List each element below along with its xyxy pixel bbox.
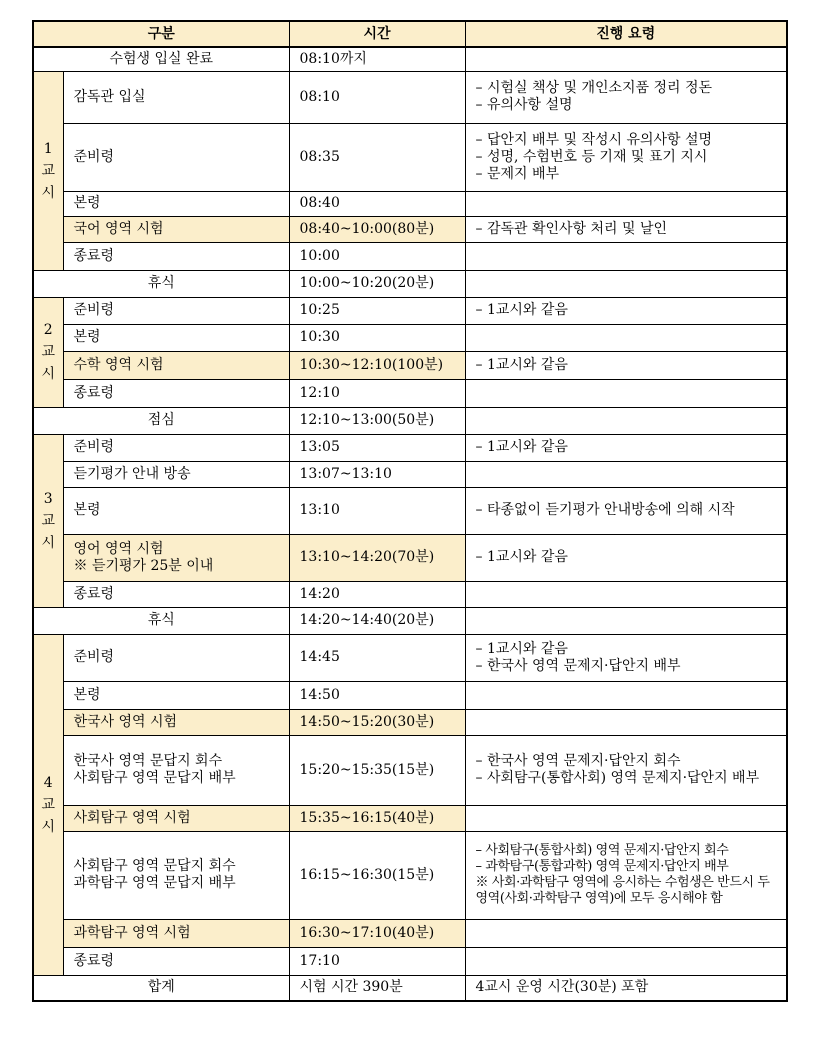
header-row <box>33 21 787 47</box>
row-note: – 1교시와 같음 – 한국사 영역 문제지·답안지 배부 <box>465 634 787 681</box>
row-time: 13:10 <box>289 487 465 534</box>
row-label: 사회탐구 영역 문답지 회수 과학탐구 영역 문답지 배부 <box>63 831 289 919</box>
row-time: 08:35 <box>289 123 465 191</box>
table-row <box>33 919 787 947</box>
row-label: 국어 영역 시험 <box>63 216 289 242</box>
row-note: – 한국사 영역 문제지·답안지 회수 – 사회탐구(통합사회) 영역 문제지·답안지 배부 <box>465 735 787 805</box>
row-note: – 1교시와 같음 <box>465 297 787 324</box>
table-row <box>33 270 787 297</box>
table-row <box>33 191 787 216</box>
table-row <box>33 947 787 975</box>
row-time: 08:40~10:00(80분) <box>289 216 465 242</box>
table-row <box>33 487 787 534</box>
table-row <box>33 216 787 242</box>
row-label: 본령 <box>63 681 289 709</box>
row-note <box>465 270 787 297</box>
row-time: 13:07~13:10 <box>289 461 465 487</box>
period-2-label: 2 교 시 <box>33 297 63 407</box>
row-time: 12:10 <box>289 379 465 407</box>
row-note <box>465 607 787 634</box>
row-label: 과학탐구 영역 시험 <box>63 919 289 947</box>
row-note <box>465 919 787 947</box>
row-time: 14:50~15:20(30분) <box>289 709 465 735</box>
row-label: 점심 <box>33 407 289 434</box>
row-note: – 타종없이 듣기평가 안내방송에 의해 시작 <box>465 487 787 534</box>
row-note <box>465 461 787 487</box>
row-time: 13:05 <box>289 434 465 461</box>
row-note <box>465 681 787 709</box>
row-label: 준비령 <box>63 123 289 191</box>
row-label: 준비령 <box>63 434 289 461</box>
row-time: 10:00 <box>289 242 465 270</box>
row-label: 수험생 입실 완료 <box>33 47 289 71</box>
row-label: 한국사 영역 문답지 회수 사회탐구 영역 문답지 배부 <box>63 735 289 805</box>
row-label: 본령 <box>63 191 289 216</box>
table-row <box>33 735 787 805</box>
row-note <box>465 407 787 434</box>
table-row <box>33 379 787 407</box>
row-label: 영어 영역 시험 ※ 듣기평가 25분 이내 <box>63 534 289 581</box>
period-4-label: 4 교 시 <box>33 634 63 975</box>
row-time: 10:25 <box>289 297 465 324</box>
row-label: 듣기평가 안내 방송 <box>63 461 289 487</box>
row-label: 휴식 <box>33 607 289 634</box>
row-time: 10:30~12:10(100분) <box>289 351 465 379</box>
row-time: 16:30~17:10(40분) <box>289 919 465 947</box>
table-row <box>33 607 787 634</box>
period-1-label: 1 교 시 <box>33 71 63 270</box>
row-note <box>465 324 787 351</box>
table-row-total <box>33 975 787 1001</box>
row-label: 종료령 <box>63 947 289 975</box>
row-note: – 1교시와 같음 <box>465 434 787 461</box>
table-row <box>33 71 787 123</box>
row-time: 08:40 <box>289 191 465 216</box>
header-time: 시간 <box>289 21 465 47</box>
row-time: 16:15~16:30(15분) <box>289 831 465 919</box>
row-time: 14:50 <box>289 681 465 709</box>
header-procedure: 진행 요령 <box>465 21 787 47</box>
row-time: 17:10 <box>289 947 465 975</box>
table-row <box>33 351 787 379</box>
row-note: – 감독관 확인사항 처리 및 날인 <box>465 216 787 242</box>
row-time: 12:10~13:00(50분) <box>289 407 465 434</box>
row-note <box>465 242 787 270</box>
table-row <box>33 242 787 270</box>
row-note <box>465 805 787 831</box>
row-note: – 1교시와 같음 <box>465 351 787 379</box>
row-note <box>465 581 787 607</box>
row-note <box>465 47 787 71</box>
row-label: 휴식 <box>33 270 289 297</box>
table-row <box>33 681 787 709</box>
row-label: 합계 <box>33 975 289 1001</box>
row-note: – 시험실 책상 및 개인소지품 정리 정돈 – 유의사항 설명 <box>465 71 787 123</box>
table-row <box>33 461 787 487</box>
row-time: 08:10까지 <box>289 47 465 71</box>
table-row <box>33 634 787 681</box>
row-time: 시험 시간 390분 <box>289 975 465 1001</box>
row-time: 10:30 <box>289 324 465 351</box>
table-row <box>33 805 787 831</box>
row-label: 종료령 <box>63 379 289 407</box>
exam-schedule-table <box>32 20 788 1002</box>
table-row <box>33 297 787 324</box>
row-note: – 사회탐구(통합사회) 영역 문제지·답안지 회수 – 과학탐구(통합과학) 영역 문제지·답안지 배부 ※ 사회·과학탐구 영역에 응시하는 수험생은 반드시 두 영역(사회·과학탐구 영역)에 모두 응시해야 함 <box>465 831 787 919</box>
row-note: – 1교시와 같음 <box>465 534 787 581</box>
row-time: 14:20 <box>289 581 465 607</box>
header-category: 구분 <box>33 21 289 47</box>
row-time: 10:00~10:20(20분) <box>289 270 465 297</box>
row-label: 준비령 <box>63 297 289 324</box>
row-label: 본령 <box>63 324 289 351</box>
table-row <box>33 534 787 581</box>
row-time: 14:20~14:40(20분) <box>289 607 465 634</box>
row-label: 종료령 <box>63 581 289 607</box>
row-time: 08:10 <box>289 71 465 123</box>
row-label: 본령 <box>63 487 289 534</box>
row-label: 수학 영역 시험 <box>63 351 289 379</box>
row-label: 사회탐구 영역 시험 <box>63 805 289 831</box>
table-row <box>33 709 787 735</box>
table-row <box>33 434 787 461</box>
row-label: 한국사 영역 시험 <box>63 709 289 735</box>
row-note: 4교시 운영 시간(30분) 포함 <box>465 975 787 1001</box>
row-time: 14:45 <box>289 634 465 681</box>
row-note <box>465 709 787 735</box>
row-note <box>465 947 787 975</box>
table-row <box>33 324 787 351</box>
row-label: 종료령 <box>63 242 289 270</box>
row-note: – 답안지 배부 및 작성시 유의사항 설명 – 성명, 수험번호 등 기재 및 표기 지시 – 문제지 배부 <box>465 123 787 191</box>
row-note <box>465 191 787 216</box>
row-label: 준비령 <box>63 634 289 681</box>
row-label: 감독관 입실 <box>63 71 289 123</box>
row-note <box>465 379 787 407</box>
table-row <box>33 47 787 71</box>
row-time: 15:20~15:35(15분) <box>289 735 465 805</box>
row-time: 15:35~16:15(40분) <box>289 805 465 831</box>
table-row <box>33 407 787 434</box>
table-row <box>33 581 787 607</box>
period-3-label: 3 교 시 <box>33 434 63 607</box>
table-row <box>33 831 787 919</box>
row-time: 13:10~14:20(70분) <box>289 534 465 581</box>
table-row <box>33 123 787 191</box>
